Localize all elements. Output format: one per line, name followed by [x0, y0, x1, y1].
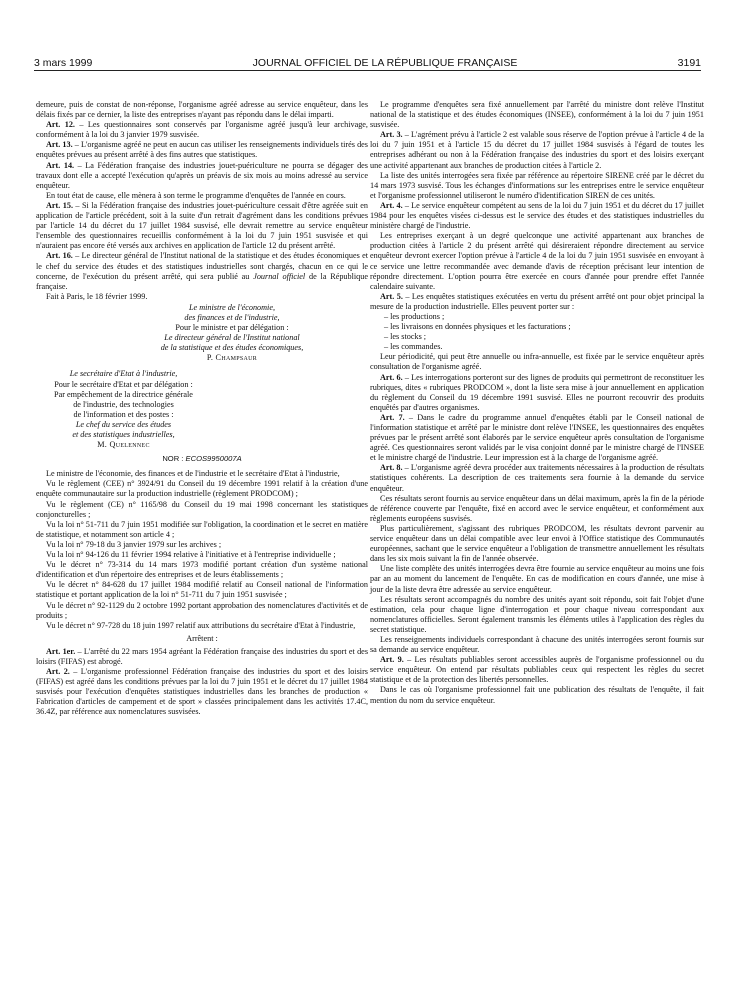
article-text: – Les enquêtes statistiques exécutées en vertu du présent arrêté ont pour objet principal la mesure de la production industrielle. Elles peuvent porter sur :	[370, 291, 704, 311]
signature-line: Le directeur général de l'Institut national	[164, 333, 300, 343]
visa: Vu le règlement (CEE) n° 3924/91 du Conseil du 19 décembre 1991 relatif à la création d'une enquête communautaire sur la production industrielle (règlement PRODCOM) ;	[36, 479, 368, 499]
article-9	[370, 655, 704, 685]
article-text: – Les interrogations porteront sur des lignes de produits qui permettront de reconstituer les rubriques, dites « rubriques PRODCOM », dont la liste sera mise à jour annuellement en application du règlement du Conseil du 19 décembre 1991 susvisé. Elles ne pourront recouvrir des produits enquêtés par d'autres organismes.	[370, 372, 704, 412]
article-label: Art. 14.	[46, 160, 75, 170]
visa: Vu le décret n° 73-314 du 14 mars 1973 modifié portant création d'un système national d'identification et d'un répertoire des entreprises et de leurs établissements ;	[36, 560, 368, 580]
signature-line: de l'industrie, des technologies	[73, 399, 174, 409]
header-journal-title: JOURNAL OFFICIEL DE LA RÉPUBLIQUE FRANÇAISE	[252, 57, 518, 69]
article-8	[370, 463, 704, 493]
paragraph: Le ministre de l'économie, des finances et de l'industrie et le secrétaire d'Etat à l'industrie,	[46, 469, 340, 479]
article-text: – Si la Fédération française des industries jouet-puériculture cessait d'être agréée suit en application de l'article précédent, soit à la suite d'un retrait d'agrément dans les conditions prévues par l'article 14 du décret du 17 juillet 1984 susvisé, elle devrait remettre au service enquêteur l'ensemble des questionnaires recueillis conformément à la loi du 7 juin 1951 susvisée et qui n'auraient pas encore été versés aux archives en application de l'article 12 du présent arrêté.	[36, 200, 368, 251]
article-label: Art. 8.	[380, 463, 403, 473]
header-rule	[34, 70, 701, 71]
article-5	[370, 292, 704, 312]
article-16	[36, 251, 368, 291]
visa: Vu le décret n° 92-1129 du 2 octobre 1992 portant approbation des nomenclatures d'activités et de produits ;	[36, 600, 368, 620]
article-text: – L'arrêté du 22 mars 1954 agréant la Fédération française des industries du sport et des loisirs (FIFAS) est abrogé.	[36, 646, 369, 666]
visa: Vu le décret n° 97-728 du 18 juin 1997 relatif aux attributions du secrétaire d'Etat à l'industrie,	[46, 620, 356, 630]
signature-line: Pour le ministre et par délégation :	[175, 323, 289, 333]
paragraph: Le programme d'enquêtes sera fixé annuellement par l'arrêté du ministre dont relève l'Institut national de la statistique et des études économiques (INSEE), conformément à la loi du 7 juin 1951 susvisée.	[370, 100, 704, 130]
article-text: – Dans le cadre du programme annuel d'enquêtes établi par le Conseil national de l'information statistique et arrêté par le ministre dont relève l'INSEE, les questionnaires des enquêtes prévues par le présent arrêté sont élaborés par le service enquêteur après consultation de l'organisme agréé. Ces questionnaires seront validés par le visa conjoint donné par le ministre chargé de l'INSEE et le ministre chargé de l'industrie. Leur impression est à la charge de l'organisme agréé.	[370, 412, 704, 463]
signature-block-minister	[96, 303, 368, 364]
article-label: Art. 16.	[46, 251, 73, 261]
visa: Vu le règlement (CE) n° 1165/98 du Conseil du 19 mai 1998 concernant les statistiques conjoncturelles ;	[36, 499, 368, 519]
article-text: – L'organisme agréé devra procéder aux traitements nécessaires à la production de résultats statistiques cohérents. La description de ces traitements sera fournie à la demande du service enquêteur.	[370, 463, 704, 493]
paragraph: Dans le cas où l'organisme professionnel fait une publication des résultats de l'enquête, il fait mention du nom du service enquêteur.	[370, 685, 704, 705]
article-text: – Le service enquêteur compétent au sens de la loi du 7 juin 1951 et du décret du 17 juillet 1984 pour les enquêtes visées ci-dessus est le service des études et des statistiques industrielles du ministère chargé de l'industrie.	[370, 200, 704, 231]
right-column	[370, 100, 704, 706]
article-text: – L'agrément prévu à l'article 2 est valable sous réserve de l'option prévue à l'article 4 de la loi du 7 juin 1951 et à l'article 15 du décret du 17 juillet 1984 susvisés à l'égard de toutes les entreprises adhérant ou non à la Fédération française des industries du sport et des loisirs exerçant une activité appartenant aux branches de production citées à l'article 2.	[370, 130, 704, 170]
signature-line: Par empêchement de la directrice générale	[54, 389, 193, 399]
article-label: Art. 7.	[380, 412, 405, 422]
header-page-number: 3191	[677, 57, 701, 69]
article-label: Art. 15.	[46, 200, 73, 210]
article-text: – L'organisme agréé ne peut en aucun cas utiliser les renseignements individuels tirés des enquêtes prévues au présent arrêté à des fins autres que statistiques.	[36, 140, 368, 160]
article-6	[370, 373, 704, 413]
article-3	[370, 130, 704, 170]
nor-code: ECOS9950007A	[185, 454, 242, 464]
left-column	[36, 100, 368, 718]
article-label: Art. 5.	[380, 291, 403, 301]
article-label: Art. 6.	[380, 372, 403, 382]
paragraph: La liste des unités interrogées sera fixée par référence au répertoire SIRENE créé par le décret du 14 mars 1973 susvisé. Tous les échanges d'informations sur les entreprises entre le service enquêteur et l'organisme professionnel utiliseront le numéro d'identification SIREN de ces unités.	[370, 170, 704, 200]
article-label: Art. 12.	[46, 120, 75, 130]
signature-line: Le chef du service des études	[75, 419, 172, 429]
article-2	[36, 667, 368, 717]
article-text: – Les résultats publiables seront accessibles auprès de l'organisme professionnel ou du service enquêteur. On entend par résultats publiables ceux qui respectent les règles du secret statistique et de la protection des libertés personnelles.	[370, 655, 704, 685]
article-13	[36, 140, 368, 160]
signature-line: des finances et de l'industrie,	[184, 312, 280, 322]
paragraph: Plus particulièrement, s'agissant des rubriques PRODCOM, les résultats devront parvenir au service enquêteur dans un délai compatible avec leur envoi à l'Office statistique des Communautés européennes, sachant que le service enquêteur a l'obligation de transmettre annuellement les résultats dans les six mois suivant la fin de l'année observée.	[370, 523, 704, 564]
signature-block-secretary	[36, 369, 211, 450]
header-date: 3 mars 1999	[34, 57, 93, 69]
article-label: Art. 1er.	[46, 646, 76, 656]
nor-label: NOR :	[162, 454, 186, 464]
article-7	[370, 413, 704, 463]
visa: Vu le décret n° 84-628 du 17 juillet 1984 modifié relatif au Conseil national de l'information statistique et portant application de la loi n° 51-711 du 7 juin 1951 susvisée ;	[36, 580, 368, 600]
article-text: de la République française.	[36, 271, 368, 291]
paragraph: Leur périodicité, qui peut être annuelle ou infra-annuelle, est fixée par le service enquêteur après consultation de l'organisme agréé.	[370, 352, 704, 372]
signature-line: Pour le secrétaire d'Etat et par délégation :	[54, 379, 193, 389]
list-item: – les livraisons en données physiques et les facturations ;	[384, 322, 571, 332]
paragraph: Une liste complète des unités interrogées devra être fournie au service enquêteur au moins une fois par an au moment du lancement de l'enquête. En cas de modification en cours d'année, une mise à jour de la liste devra être adressée au service enquêteur.	[370, 564, 704, 594]
nor-reference	[36, 454, 368, 464]
visa: Vu la loi n° 51-711 du 7 juin 1951 modifiée sur l'obligation, la coordination et le secret en matière de statistique, et notamment son article 4 ;	[36, 519, 368, 539]
signature-line: de la statistique et des études économiques,	[160, 343, 304, 353]
article-12	[36, 120, 368, 140]
signature-line: de l'information et des postes :	[73, 409, 174, 419]
article-label: Art. 13.	[46, 140, 73, 150]
signature-line: Le secrétaire d'Etat à l'industrie,	[69, 369, 178, 379]
article-14	[36, 161, 368, 191]
paragraph: Les résultats seront accompagnés du nombre des unités ayant soit répondu, soit fait l'objet d'une estimation, cela pour chaque ligne d'interrogation et pour chaque niveau correspondant aux nomenclatures officielles. Seront également transmis les éléments utiles à l'application des règles du secret statistique.	[370, 594, 704, 634]
production-list	[370, 312, 704, 352]
article-text: – Le directeur général de l'Institut national de la statistique et des études économiques et le chef du service des études et des statistiques industrielles sont chargés, chacun en ce qui le concerne, de l'exécution du présent arrêté, qui sera publié au	[36, 251, 368, 281]
list-item: – les commandes.	[384, 342, 443, 352]
paragraph: Les entreprises exerçant à un degré quelconque une activité appartenant aux branches de production citées à l'article 2 du présent arrêté qui désireraient répondre directement au service enquêteur devront exercer l'option prévue à l'article 4 de la loi du 7 juin 1951 susvisée en envoyant à ce service une lettre recommandée avec demande d'avis de réception précisant leur intention de répondre directement. L'option pourra être exercée en cours d'année pour prendre effet l'année calendaire suivante.	[370, 231, 704, 291]
article-text: – La Fédération française des industries jouet-puériculture ne pourra se dégager des travaux dont elle a accepté l'exécution qu'après un préavis de six mois au moins adressé au service enquêteur.	[36, 160, 368, 190]
list-item: – les stocks ;	[384, 332, 427, 342]
paragraph: demeure, puis de constat de non-réponse, l'organisme agréé adresse au service enquêteur, dans les délais fixés par ce dernier, la liste des entreprises n'ayant pas répondu dans le délai imparti.	[36, 100, 368, 120]
article-4	[370, 201, 704, 231]
article-text: – L'organisme professionnel Fédération française des industries du sport et des loisirs (FIFAS) est agréé dans les conditions prévues par la loi du 7 juin 1951 et le décret du 17 juillet 1984 susvisés pour l'exécution d'enquêtes statistiques industrielles dans les branches de production « Fabrication d'articles de campement et de sport » classées principalement dans les activités 17.4C, 36.4Z, par référence aux nomenclatures susvisées.	[36, 667, 368, 717]
paragraph: En tout état de cause, elle mènera à son terme le programme d'enquêtes de l'année en cours.	[46, 190, 346, 200]
article-1	[36, 647, 368, 667]
article-label: Art. 9.	[380, 655, 404, 665]
paragraph: Ces résultats seront fournis au service enquêteur dans un délai maximum, après la fin de la période de référence couverte par l'enquête, fixé en accord avec le service enquêteur, et conformément aux règlements européens susvisés.	[370, 493, 704, 523]
article-label: Art. 2.	[46, 667, 70, 677]
paragraph: Les renseignements individuels correspondant à chacune des unités interrogées seront fournis sur sa demande au service enquêteur.	[370, 634, 704, 655]
arretent-heading: Arrêtent :	[186, 633, 218, 643]
visa: Vu la loi n° 94-126 du 11 février 1994 relative à l'initiative et à l'entreprise individuelle ;	[46, 550, 336, 560]
article-label: Art. 4.	[380, 200, 403, 210]
signatory-name: P. Champsaur	[206, 353, 258, 363]
signature-line: et des statistiques industrielles,	[72, 430, 175, 439]
journal-reference: Journal officiel	[253, 271, 306, 281]
article-label: Art. 3.	[380, 130, 403, 140]
signature-line: Le ministre de l'économie,	[188, 302, 276, 312]
list-item: – les productions ;	[384, 311, 445, 321]
signatory-name: M. Quelennec	[97, 440, 150, 450]
signature-date: Fait à Paris, le 18 février 1999.	[46, 291, 148, 301]
article-15	[36, 201, 368, 251]
page-header	[34, 57, 701, 71]
visa: Vu la loi n° 79-18 du 3 janvier 1979 sur les archives ;	[46, 539, 222, 549]
article-text: – Les questionnaires sont conservés par l'organisme agréé jusqu'à leur archivage, conformément à la loi du 3 janvier 1979 susvisée.	[36, 120, 368, 140]
